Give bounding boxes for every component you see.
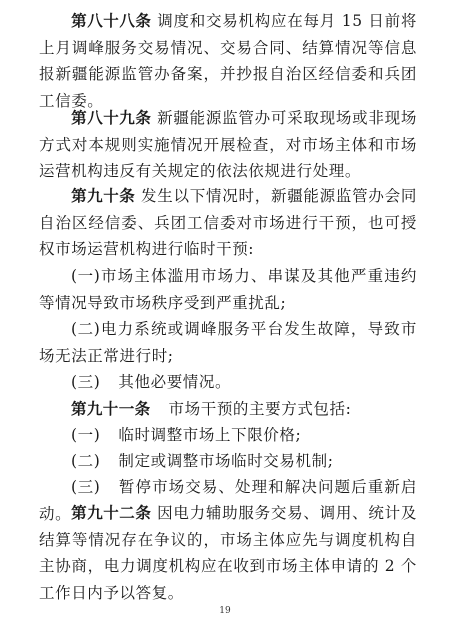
item-number: (一)	[71, 426, 101, 444]
article-90-item-3	[39, 369, 417, 396]
article-90-item-2	[39, 316, 417, 369]
item-number: (一)	[71, 267, 101, 285]
page-number: 19	[219, 606, 231, 616]
article-90	[39, 183, 417, 263]
article-88-text: 调度和交易机构应在每月 15 日前将上月调峰服务交易情况、交易合同、结算情况等信息报新疆能源监管办备案，并抄报自治区经信委和兵团工信委。	[39, 12, 417, 110]
article-91-heading: 第九十一条	[71, 400, 151, 418]
item-text: 暂停市场交易、处理和解决问题后重新启动。	[39, 478, 417, 523]
article-91-item-1	[39, 422, 417, 449]
item-number: (三)	[71, 373, 101, 391]
item-text: 市场主体滥用市场力、串谋及其他严重违约等情况导致市场秩序受到严重扰乱;	[39, 267, 417, 312]
item-text: 其他必要情况。	[118, 373, 232, 391]
item-text: 电力系统或调峰服务平台发生故障，导致市场无法正常进行时;	[39, 320, 417, 365]
item-number: (二)	[71, 320, 101, 338]
article-91-item-2	[39, 448, 417, 475]
article-92	[39, 500, 417, 606]
article-90-text: 发生以下情况时，新疆能源监管办会同自治区经信委、兵团工信委对市场进行干预，也可授权市场运营机构进行临时干预:	[39, 187, 417, 258]
article-91-text: 市场干预的主要方式包括:	[168, 400, 352, 418]
item-number: (三)	[71, 478, 101, 496]
article-89-heading: 第八十九条	[71, 109, 152, 127]
article-92-text: 因电力辅助服务交易、调用、统计及结算等情况存在争议的，市场主体应先与调度机构自主协商，电力调度机构应在收到市场主体申请的 2 个工作日内予以答复。	[39, 504, 417, 602]
article-90-heading: 第九十条	[71, 187, 136, 205]
article-89-text: 新疆能源监管办可采取现场或非现场方式对本规则实施情况开展检查，对市场主体和市场运营机构违反有关规定的依法依规进行处理。	[39, 109, 417, 180]
article-88	[39, 8, 417, 114]
article-92-heading: 第九十二条	[71, 504, 152, 522]
item-text: 临时调整市场上下限价格;	[118, 426, 302, 444]
item-text: 制定或调整市场临时交易机制;	[118, 452, 334, 470]
item-number: (二)	[71, 452, 101, 470]
article-89	[39, 105, 417, 185]
article-90-item-1	[39, 263, 417, 316]
article-91	[39, 396, 417, 423]
article-88-heading: 第八十八条	[71, 12, 152, 30]
